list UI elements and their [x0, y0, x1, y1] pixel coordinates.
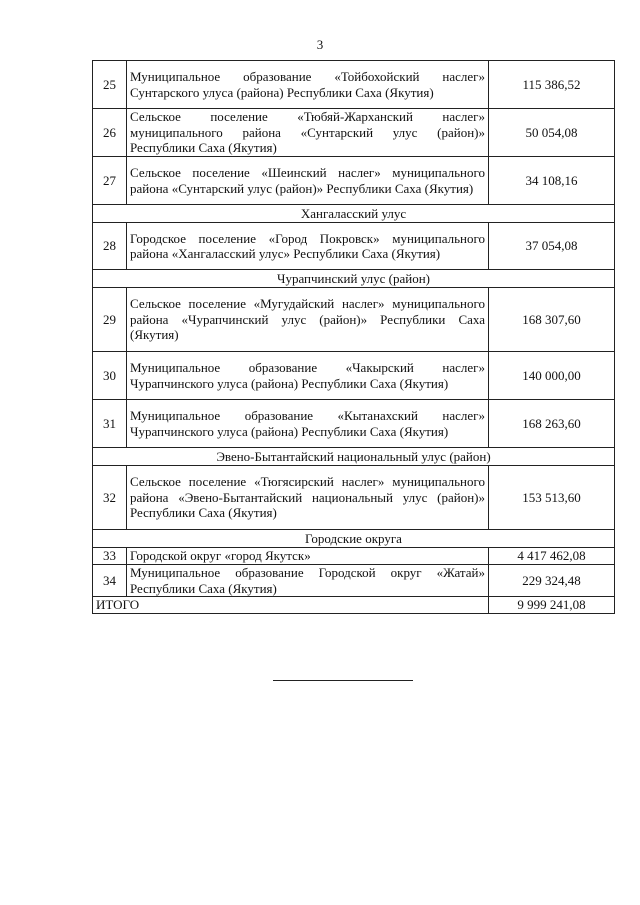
amount: 4 417 462,08	[489, 548, 615, 565]
municipality-name: Сельское поселение «Тюгясирский наслег» муниципального района «Эвено-Бытантайский национальный улус (район)» Республики Саха (Якутия)	[127, 466, 489, 530]
municipality-name: Городское поселение «Город Покровск» муниципального района «Хангаласский улус» Республики Саха (Якутия)	[127, 223, 489, 270]
table-row	[93, 352, 615, 400]
section-title: Хангаласский улус	[93, 205, 615, 223]
row-number: 26	[93, 109, 127, 157]
section-row	[93, 530, 615, 548]
table-row	[93, 109, 615, 157]
section-title: Чурапчинский улус (район)	[93, 270, 615, 288]
municipality-name: Муниципальное образование «Тойбохойский наслег» Сунтарского улуса (района) Республики Саха (Якутия)	[127, 61, 489, 109]
municipality-name: Муниципальное образование «Кытанахский наслег» Чурапчинского улуса (района) Республики Саха (Якутия)	[127, 400, 489, 448]
municipality-name: Сельское поселение «Шеинский наслег» муниципального района «Сунтарский улус (район)» Республики Саха (Якутия)	[127, 157, 489, 205]
section-title: Эвено-Бытантайский национальный улус (район)	[93, 448, 615, 466]
amount: 168 307,60	[489, 288, 615, 352]
end-rule	[273, 680, 413, 681]
municipality-name: Городской округ «город Якутск»	[127, 548, 489, 565]
table-row	[93, 223, 615, 270]
table-body	[93, 61, 615, 614]
row-number: 25	[93, 61, 127, 109]
row-number: 33	[93, 548, 127, 565]
total-label: ИТОГО	[93, 597, 489, 614]
amount: 153 513,60	[489, 466, 615, 530]
amount: 50 054,08	[489, 109, 615, 157]
table-row	[93, 565, 615, 597]
page-number: 3	[316, 37, 324, 52]
municipality-name: Сельское поселение «Тюбяй-Жарханский наслег» муниципального района «Сунтарский улус (район)» Республики Саха (Якутия)	[127, 109, 489, 157]
municipality-name: Муниципальное образование Городской округ «Жатай» Республики Саха (Якутия)	[127, 565, 489, 597]
allocation-table	[92, 60, 615, 614]
row-number: 29	[93, 288, 127, 352]
table-row	[93, 288, 615, 352]
section-row	[93, 205, 615, 223]
section-row	[93, 448, 615, 466]
amount: 140 000,00	[489, 352, 615, 400]
row-number: 27	[93, 157, 127, 205]
municipality-name: Сельское поселение «Мугудайский наслег» муниципального района «Чурапчинский улус (район)» Республики Саха (Якутия)	[127, 288, 489, 352]
amount: 115 386,52	[489, 61, 615, 109]
amount: 229 324,48	[489, 565, 615, 597]
row-number: 34	[93, 565, 127, 597]
row-number: 30	[93, 352, 127, 400]
row-number: 28	[93, 223, 127, 270]
amount: 37 054,08	[489, 223, 615, 270]
section-title: Городские округа	[93, 530, 615, 548]
table-row	[93, 61, 615, 109]
row-number: 32	[93, 466, 127, 530]
total-row	[93, 597, 615, 614]
total-amount: 9 999 241,08	[489, 597, 615, 614]
table-row	[93, 400, 615, 448]
table-row	[93, 157, 615, 205]
section-row	[93, 270, 615, 288]
table-row	[93, 466, 615, 530]
row-number: 31	[93, 400, 127, 448]
amount: 34 108,16	[489, 157, 615, 205]
municipality-name: Муниципальное образование «Чакырский наслег» Чурапчинского улуса (района) Республики Саха (Якутия)	[127, 352, 489, 400]
table-row	[93, 548, 615, 565]
amount: 168 263,60	[489, 400, 615, 448]
